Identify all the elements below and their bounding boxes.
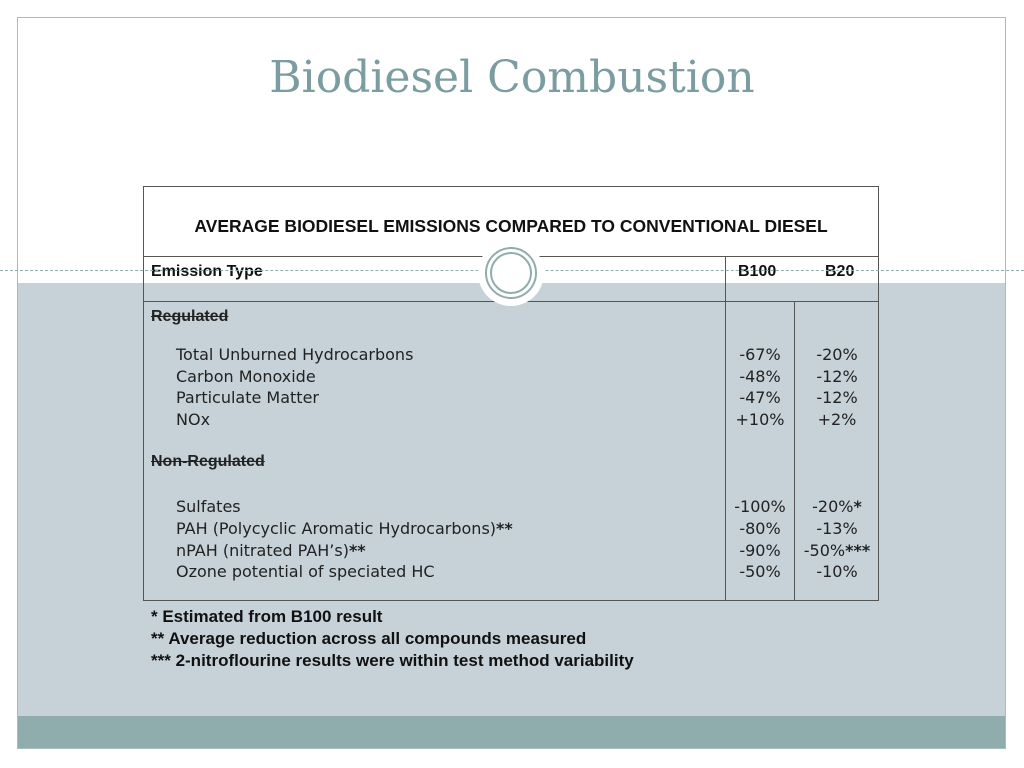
footnote-mark: * bbox=[853, 497, 862, 516]
table-row-name: NOx bbox=[176, 410, 211, 429]
footnote-mark: *** bbox=[845, 541, 871, 560]
table-cell-b100: -50% bbox=[739, 562, 781, 581]
table-cell-b20: -12% bbox=[816, 367, 858, 386]
table-row-name: PAH (Polycyclic Aromatic Hydrocarbons)** bbox=[176, 519, 513, 538]
table-cell-b20: -13% bbox=[816, 519, 858, 538]
footnote: ** Average reduction across all compounds measured bbox=[151, 629, 587, 648]
footnote: *** 2-nitroflourine results were within test method variability bbox=[151, 651, 634, 670]
footer-band bbox=[18, 716, 1005, 749]
footnote-mark: ** bbox=[496, 519, 513, 538]
table-row-name: Particulate Matter bbox=[176, 388, 319, 407]
table-cell-b100: -47% bbox=[739, 388, 781, 407]
table-row-name: Ozone potential of speciated HC bbox=[176, 562, 435, 581]
table-cell-b20: -20%* bbox=[812, 497, 862, 516]
section-label-regulated: Regulated bbox=[151, 308, 229, 325]
header-emission-type: Emission Type bbox=[151, 263, 263, 280]
footnote-mark: ** bbox=[348, 541, 366, 560]
table-row-name: Sulfates bbox=[176, 497, 241, 516]
table-cell-b100: +10% bbox=[735, 410, 785, 429]
footnotes bbox=[151, 606, 634, 672]
table-row-name: Carbon Monoxide bbox=[176, 367, 316, 386]
column-divider-b20 bbox=[794, 301, 795, 600]
table-cell-b100: -80% bbox=[739, 519, 781, 538]
footnote: * Estimated from B100 result bbox=[151, 607, 383, 626]
circle-ring-inner bbox=[490, 252, 532, 294]
table-cell-b20: -50%*** bbox=[803, 541, 871, 560]
table-cell-b100: -48% bbox=[739, 367, 781, 386]
header-b20: B20 bbox=[825, 263, 855, 280]
table-title: AVERAGE BIODIESEL EMISSIONS COMPARED TO CONVENTIONAL DIESEL bbox=[194, 216, 828, 236]
table-cell-b100: -100% bbox=[734, 497, 786, 516]
table-cell-b20: -10% bbox=[816, 562, 858, 581]
header-b100: B100 bbox=[738, 263, 777, 280]
table-cell-b20: +2% bbox=[817, 410, 857, 429]
table-cell-b20: -20% bbox=[816, 345, 858, 364]
section-label-non-regulated: Non-Regulated bbox=[151, 453, 265, 470]
column-divider-b100 bbox=[725, 257, 726, 600]
slide-title: Biodiesel Combustion bbox=[269, 52, 755, 103]
table-cell-b100: -90% bbox=[739, 541, 781, 560]
table-cell-b100: -67% bbox=[739, 345, 781, 364]
table-row-name: nPAH (nitrated PAH’s)** bbox=[176, 541, 366, 560]
table-row-name: Total Unburned Hydrocarbons bbox=[176, 345, 414, 364]
table-cell-b20: -12% bbox=[816, 388, 858, 407]
